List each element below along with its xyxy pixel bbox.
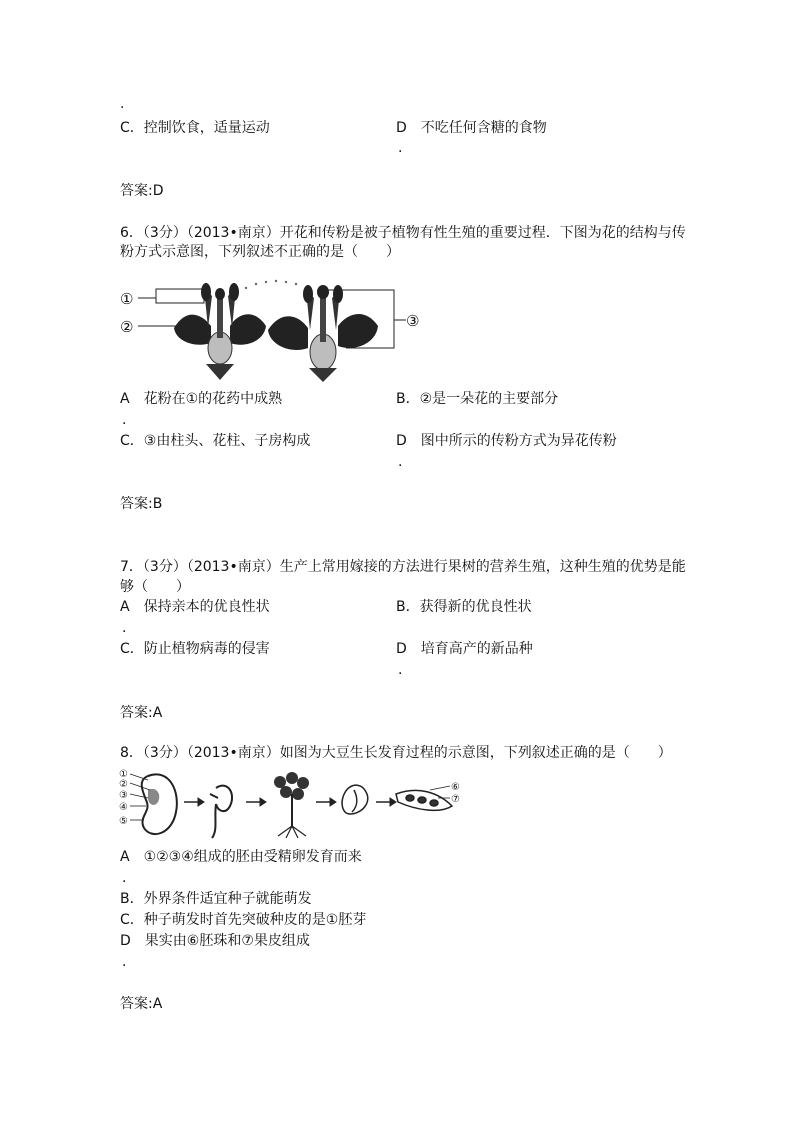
- soybean-development-figure: [118, 768, 468, 842]
- q7-answer: 答案:A: [120, 705, 163, 721]
- q8-label-6: ⑥: [451, 782, 460, 793]
- q8-option-a-dot: .: [122, 870, 127, 886]
- q6-option-d: D 图中所示的传粉方式为异花传粉: [396, 433, 617, 449]
- seed: [142, 774, 177, 834]
- q5-answer: 答案:D: [120, 183, 164, 199]
- q7-option-b: B．获得新的优良性状: [396, 599, 532, 615]
- q7-stem-line2: 够（ ）: [120, 579, 190, 595]
- q8-stem: 8．（3分）（2013•南京）如图为大豆生长发育过程的示意图，下列叙述正确的是（ ）: [120, 745, 672, 761]
- q5-dot-top: .: [120, 96, 125, 112]
- arrow-3: [316, 798, 336, 806]
- q6-stem-line2: 粉方式示意图，下列叙述不正确的是（ ）: [120, 244, 400, 260]
- left-flower: [174, 283, 266, 380]
- arrow-1: [184, 798, 204, 806]
- q6-option-d-dot: .: [398, 454, 403, 470]
- q5-option-d: D 不吃任何含糖的食物: [396, 120, 547, 136]
- q8-label-1: ①: [119, 769, 128, 780]
- flower: [342, 785, 368, 814]
- q8-option-d: D 果实由⑥胚珠和⑦果皮组成: [120, 933, 310, 949]
- flower-structure-figure: [116, 268, 430, 384]
- q6-option-c: C．③由柱头、花柱、子房构成: [120, 433, 311, 449]
- q7-option-d-dot: .: [398, 662, 403, 678]
- q8-label-7: ⑦: [451, 794, 460, 805]
- q7-option-a: A 保持亲本的优良性状: [120, 599, 270, 615]
- seedling: [274, 772, 309, 838]
- q8-label-5: ⑤: [119, 816, 128, 827]
- q5-option-d-dot: .: [398, 140, 403, 156]
- q6-label-3: ③: [406, 312, 420, 330]
- q6-option-a-dot: .: [122, 412, 127, 428]
- arrow-2: [246, 798, 266, 806]
- q6-label-2: ②: [120, 318, 134, 336]
- q6-answer: 答案:B: [120, 496, 163, 512]
- q6-label-1: ①: [120, 290, 134, 308]
- q6-option-a: A 花粉在①的花药中成熟: [120, 391, 283, 407]
- q7-option-a-dot: .: [122, 620, 127, 636]
- germinating-seed: [210, 786, 232, 838]
- q8-option-c: C．种子萌发时首先突破种皮的是①胚芽: [120, 912, 367, 928]
- q5-option-c: C．控制饮食，适量运动: [120, 120, 270, 136]
- q7-option-c: C．防止植物病毒的侵害: [120, 641, 270, 657]
- q8-option-b: B．外界条件适宜种子就能萌发: [120, 891, 312, 907]
- q8-label-2: ②: [119, 779, 128, 790]
- q8-option-d-dot: .: [122, 954, 127, 970]
- arrow-4: [376, 798, 396, 806]
- q8-label-3: ③: [119, 790, 128, 801]
- pollen-dots: [245, 280, 297, 289]
- q6-option-b: B．②是一朵花的主要部分: [396, 391, 559, 407]
- q8-option-a: A ①②③④组成的胚由受精卵发育而来: [120, 849, 362, 865]
- pod: [396, 790, 452, 810]
- right-flower: [268, 285, 378, 382]
- q8-label-4: ④: [119, 802, 128, 813]
- q7-option-d: D 培育高产的新品种: [396, 641, 533, 657]
- q7-stem-line1: 7．（3分）（2013•南京）生产上常用嫁接的方法进行果树的营养生殖，这种生殖的优势是能: [120, 559, 686, 575]
- q8-answer: 答案:A: [120, 996, 163, 1012]
- q6-stem-line1: 6．（3分）（2013•南京）开花和传粉是被子植物有性生殖的重要过程．下图为花的结构与传: [120, 225, 686, 241]
